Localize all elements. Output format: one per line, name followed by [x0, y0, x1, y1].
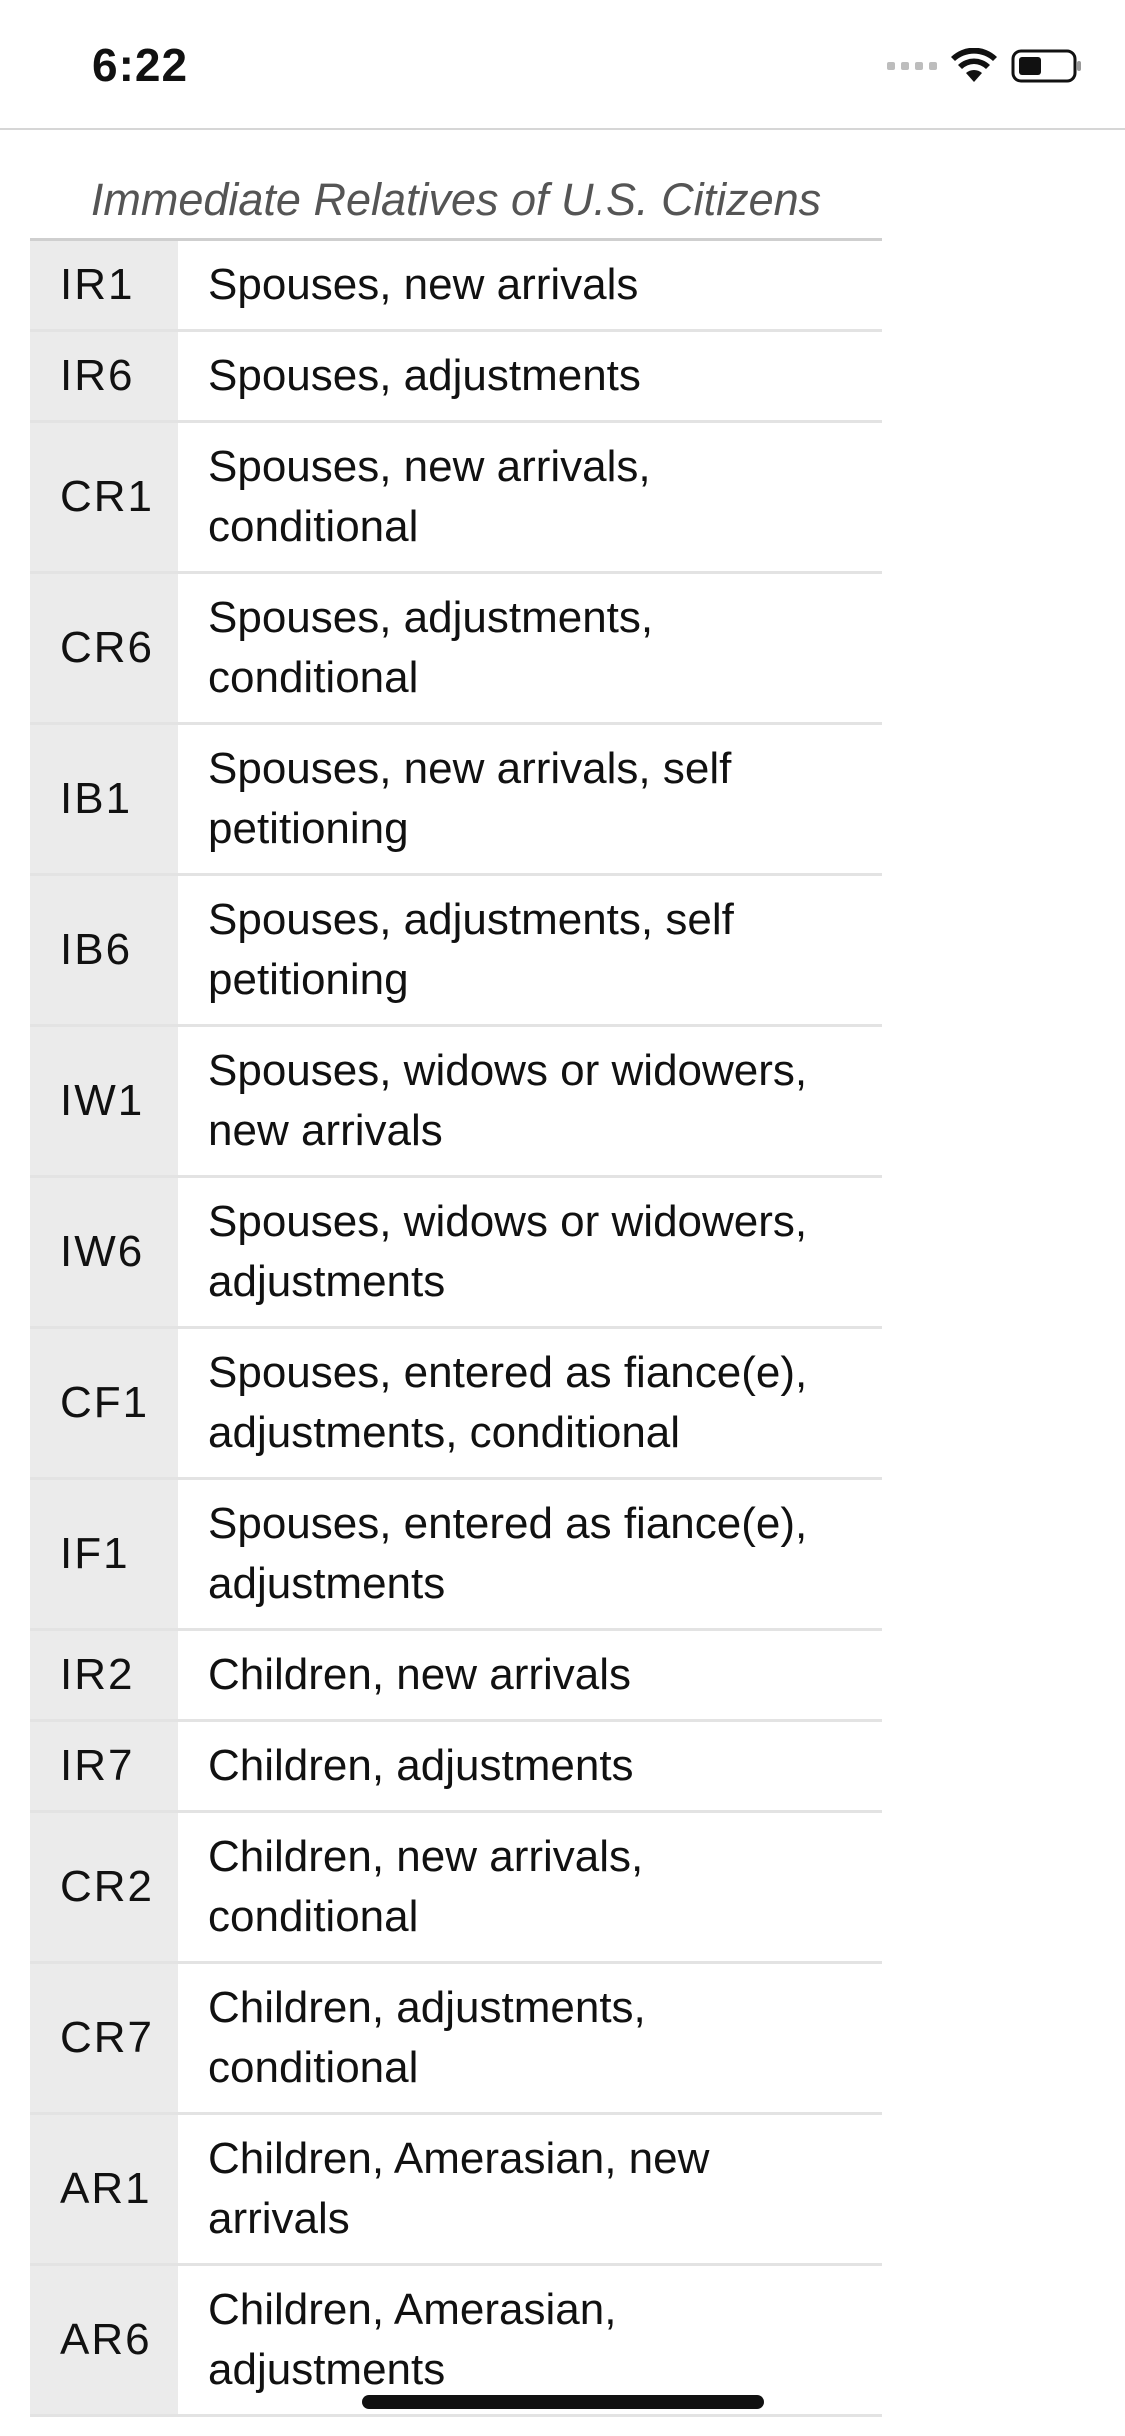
visa-description: Spouses, widows or widowers, adjustments [178, 1177, 882, 1328]
visa-code: IR6 [30, 331, 178, 422]
table-row [30, 573, 882, 724]
visa-description: Children, new arrivals [178, 1630, 882, 1721]
visa-code: CR7 [30, 1963, 178, 2114]
table-row [30, 875, 882, 1026]
visa-description: Children, adjustments, conditional [178, 1963, 882, 2114]
table-row [30, 1630, 882, 1721]
table-caption: Immediate Relatives of U.S. Citizens [90, 174, 822, 225]
visa-description: Children, Amerasian, new arrivals [178, 2114, 882, 2265]
table-row [30, 2265, 882, 2416]
visa-description: Spouses, widows or widowers, new arrivals [178, 1026, 882, 1177]
visa-description: Children, new arrivals, conditional [178, 1812, 882, 1963]
table-row [30, 1177, 882, 1328]
visa-description: Children, Amerasian, adjustments [178, 2265, 882, 2416]
visa-description: Spouses, adjustments [178, 331, 882, 422]
visa-code: CR2 [30, 1812, 178, 1963]
visa-code: CR6 [30, 573, 178, 724]
visa-code: CR1 [30, 422, 178, 573]
cellular-signal-icon [887, 62, 937, 70]
visa-code: IB6 [30, 875, 178, 1026]
table-row [30, 1812, 882, 1963]
table-row [30, 1479, 882, 1630]
visa-code: AR1 [30, 2114, 178, 2265]
visa-description: Spouses, adjustments, self petitioning [178, 875, 882, 1026]
visa-description: Spouses, new arrivals, self petitioning [178, 724, 882, 875]
table-row [30, 2114, 882, 2265]
table-row [30, 1721, 882, 1812]
visa-description: Spouses, new arrivals, conditional [178, 422, 882, 573]
visa-codes-table [30, 238, 882, 2417]
table-row [30, 1963, 882, 2114]
battery-icon [1011, 49, 1083, 83]
visa-code: IR7 [30, 1721, 178, 1812]
home-indicator[interactable] [362, 2395, 764, 2409]
visa-code: IW1 [30, 1026, 178, 1177]
table-row [30, 331, 882, 422]
visa-description: Spouses, entered as fiance(e), adjustments [178, 1479, 882, 1630]
visa-description: Children, adjustments [178, 1721, 882, 1812]
table-row [30, 1328, 882, 1479]
visa-code: IW6 [30, 1177, 178, 1328]
status-time: 6:22 [92, 39, 189, 91]
table-row [30, 1026, 882, 1177]
table-row [30, 422, 882, 573]
visa-code: IB1 [30, 724, 178, 875]
visa-code: IF1 [30, 1479, 178, 1630]
table-row [30, 240, 882, 331]
visa-code: CF1 [30, 1328, 178, 1479]
visa-code: AR6 [30, 2265, 178, 2416]
wifi-icon [951, 48, 997, 84]
visa-description: Spouses, adjustments, conditional [178, 573, 882, 724]
visa-code: IR1 [30, 240, 178, 331]
visa-description: Spouses, entered as fiance(e), adjustments, conditional [178, 1328, 882, 1479]
visa-description: Spouses, new arrivals [178, 240, 882, 331]
visa-code: IR2 [30, 1630, 178, 1721]
table-row [30, 724, 882, 875]
status-bar [0, 0, 1125, 130]
status-icons [887, 48, 1083, 84]
